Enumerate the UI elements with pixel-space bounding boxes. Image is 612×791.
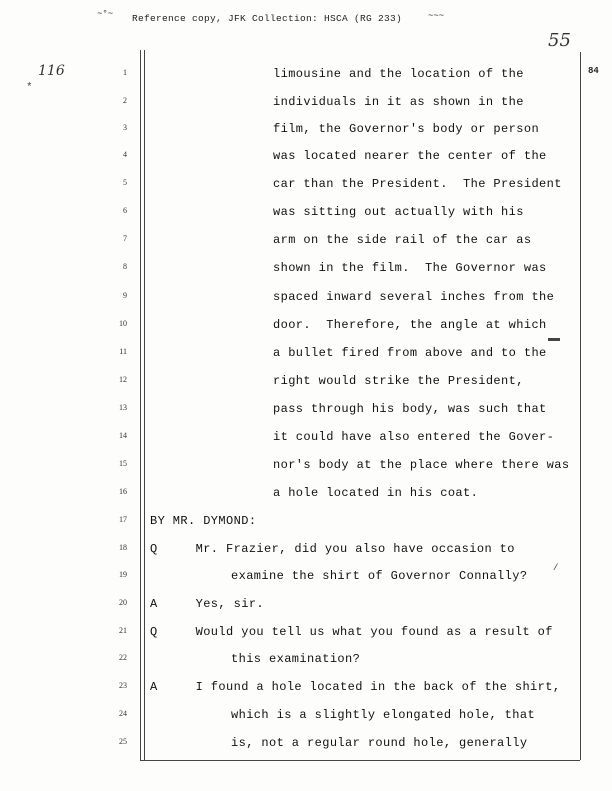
margin-line-left-inner — [144, 50, 145, 760]
ink-mark: / — [553, 563, 559, 573]
line-number: 16 — [119, 487, 127, 496]
transcript-line: was sitting out actually with his — [273, 205, 524, 219]
transcript-line: which is a slightly elongated hole, that — [231, 708, 536, 722]
line-number: 14 — [119, 431, 127, 440]
transcript-line: spaced inward several inches from the — [273, 290, 555, 304]
line-number: 12 — [119, 375, 127, 384]
ink-smudge — [548, 338, 560, 341]
margin-line-left-outer — [140, 50, 141, 760]
transcript-line: individuals in it as shown in the — [273, 95, 524, 109]
handwritten-mark: * — [26, 82, 33, 94]
line-number: 5 — [123, 178, 127, 187]
line-number: 1 — [123, 68, 127, 77]
handwritten-side-number: 116 — [38, 63, 65, 79]
corner-mark: 84 — [588, 66, 599, 76]
transcript-line: shown in the film. The Governor was — [273, 261, 547, 275]
line-number: 24 — [119, 709, 127, 718]
line-number: 11 — [119, 347, 127, 356]
transcript-line: is, not a regular round hole, generally — [231, 736, 528, 750]
line-number: 19 — [119, 570, 127, 579]
line-number: 25 — [119, 737, 127, 746]
line-number: 2 — [123, 96, 127, 105]
transcript-line: a bullet fired from above and to the — [273, 346, 547, 360]
transcript-line: this examination? — [231, 652, 361, 666]
transcript-line: A Yes, sir. — [150, 597, 265, 611]
margin-line-right — [580, 52, 581, 760]
transcript-line: Q Would you tell us what you found as a result of — [150, 625, 553, 639]
line-number: 6 — [123, 206, 127, 215]
line-number: 20 — [119, 598, 127, 607]
line-number: 4 — [123, 150, 127, 159]
transcript-line: a hole located in his coat. — [273, 486, 479, 500]
line-number: 21 — [119, 626, 127, 635]
transcript-line: door. Therefore, the angle at which — [273, 318, 547, 332]
transcript-line: BY MR. DYMOND: — [150, 514, 257, 528]
transcript-line: arm on the side rail of the car as — [273, 233, 532, 247]
transcript-line: limousine and the location of the — [273, 67, 524, 81]
line-number: 18 — [119, 543, 127, 552]
header-reference: Reference copy, JFK Collection: HSCA (RG 233) — [132, 13, 403, 24]
scribble-mark: ~°~ — [97, 9, 114, 19]
line-number: 23 — [119, 681, 127, 690]
line-number: 3 — [123, 123, 127, 132]
transcript-line: A I found a hole located in the back of the shirt, — [150, 680, 561, 694]
line-number: 9 — [123, 291, 127, 300]
transcript-line: pass through his body, was such that — [273, 402, 547, 416]
transcript-line: examine the shirt of Governor Connally? — [231, 569, 528, 583]
transcript-line: it could have also entered the Gover- — [273, 430, 555, 444]
line-number: 15 — [119, 459, 127, 468]
transcript-line: Q Mr. Frazier, did you also have occasion to — [150, 542, 515, 556]
line-number: 17 — [119, 515, 127, 524]
transcript-line: film, the Governor's body or person — [273, 122, 540, 136]
transcript-line: right would strike the President, — [273, 374, 524, 388]
line-number: 10 — [119, 319, 127, 328]
handwritten-page-number: 55 — [548, 30, 571, 51]
line-number: 8 — [123, 262, 127, 271]
bottom-border — [140, 760, 580, 761]
transcript-line: car than the President. The President — [273, 177, 562, 191]
transcript-line: nor's body at the place where there was — [273, 458, 570, 472]
line-number: 22 — [119, 653, 127, 662]
line-number: 13 — [119, 403, 127, 412]
scribble-mark: ~~~ — [428, 11, 445, 21]
line-number: 7 — [123, 234, 127, 243]
transcript-line: was located nearer the center of the — [273, 149, 547, 163]
